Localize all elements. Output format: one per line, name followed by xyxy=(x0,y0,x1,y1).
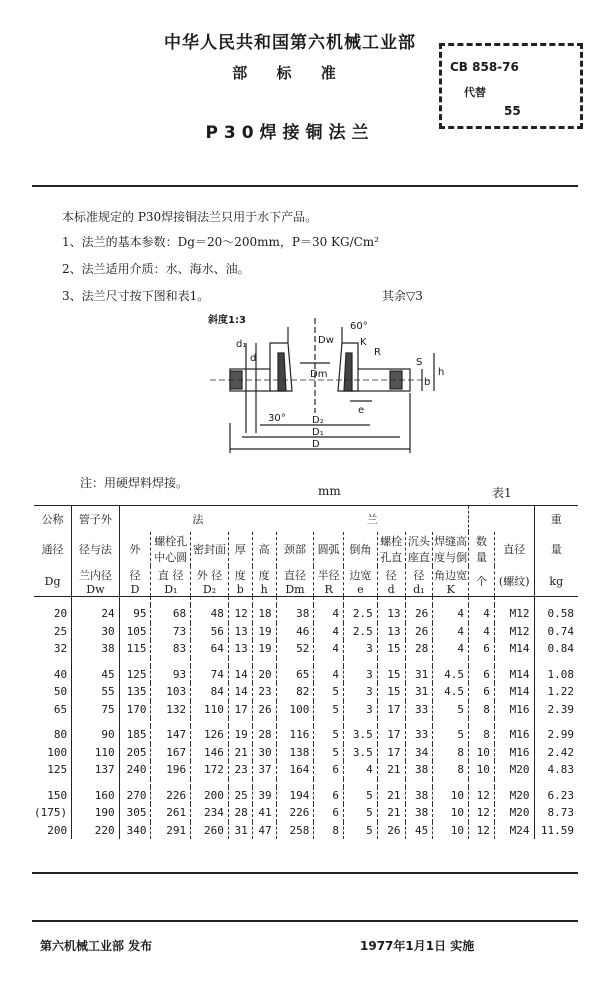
table-cell: 90 xyxy=(72,726,120,744)
dim-h-label: h xyxy=(438,367,445,378)
table-cell: 5 xyxy=(314,701,344,719)
table-cell: 3 xyxy=(343,683,377,701)
table-cell: 5 xyxy=(343,822,377,840)
table-cell: 21 xyxy=(377,761,405,779)
dim-e-label: e xyxy=(358,405,365,416)
table-cell: 291 xyxy=(151,822,191,840)
dim-d1-outer-label: D₁ xyxy=(312,427,324,438)
table-cell: 31 xyxy=(405,666,433,684)
table-cell: 82 xyxy=(276,683,314,701)
table-cell: 6 xyxy=(314,804,344,822)
table-cell: 146 xyxy=(191,744,229,762)
col-h-a: 高 xyxy=(252,532,276,566)
table-cell: 10 xyxy=(469,761,495,779)
unit-text: mm xyxy=(318,484,341,498)
col-d1-head-a: 沉头 座直 xyxy=(405,532,433,566)
table-cell: 2.99 xyxy=(534,726,578,744)
table-cell: M12 xyxy=(494,605,534,623)
table-cell: 6 xyxy=(469,640,495,658)
table-cell: 11.59 xyxy=(534,822,578,840)
table-cell: 3 xyxy=(343,701,377,719)
col-d2-a: 密封面 xyxy=(191,532,229,566)
standard-number: CB 858-76 xyxy=(450,60,519,74)
header-rule xyxy=(32,185,578,187)
footer-rule xyxy=(32,920,578,922)
table-cell: 39 xyxy=(252,787,276,805)
table-cell: 18 xyxy=(252,605,276,623)
table-cell: 340 xyxy=(119,822,151,840)
table-cell: 125 xyxy=(47,763,68,777)
table-cell: 260 xyxy=(191,822,229,840)
table-cell: 100 xyxy=(47,745,68,759)
table-cell: 2.39 xyxy=(534,701,578,719)
table-cell: 13 xyxy=(377,623,405,641)
header-flange-2: 兰 xyxy=(276,506,468,533)
col-d-outer-a: 外 xyxy=(119,532,151,566)
table-cell: 38 xyxy=(405,804,433,822)
table-cell: 68 xyxy=(151,605,191,623)
table-cell: 28 xyxy=(405,640,433,658)
col-h-b: 度 h xyxy=(252,566,276,597)
table-cell: 3.5 xyxy=(343,726,377,744)
table-cell: 0.58 xyxy=(534,605,578,623)
dim-d-outer-label: D xyxy=(312,439,320,450)
table-cell: 50 xyxy=(53,685,68,699)
table-cell: 12 xyxy=(469,822,495,840)
dim-dm-label: Dm xyxy=(310,369,328,380)
table-cell: 32 xyxy=(53,642,68,656)
table-cell: 20 xyxy=(252,666,276,684)
table-cell: M14 xyxy=(494,640,534,658)
table-cell: 5 xyxy=(314,726,344,744)
col-dm-a: 颈部 xyxy=(276,532,314,566)
header-weight-3: kg xyxy=(534,566,578,597)
standard-number-box xyxy=(439,43,583,129)
table-cell: 64 xyxy=(191,640,229,658)
table-cell: 13 xyxy=(377,605,405,623)
table-cell: 33 xyxy=(405,701,433,719)
header-weight-2: 量 xyxy=(534,532,578,566)
col-thread-a: 直径 xyxy=(494,532,534,566)
table-cell: M20 xyxy=(494,787,534,805)
note-text: 注：用硬焊料焊接。 xyxy=(80,476,189,490)
roughness-note: 其余▽3 xyxy=(382,289,423,303)
table-cell: 8 xyxy=(469,701,495,719)
col-k-a: 焊缝高 度与倒 xyxy=(433,532,469,566)
table-cell: 23 xyxy=(252,683,276,701)
item-3: 3、法兰尺寸按下图和表1。 xyxy=(62,289,210,303)
table-cell: 56 xyxy=(191,623,229,641)
table-cell: 4 xyxy=(314,640,344,658)
col-r-b: 半径 R xyxy=(314,566,344,597)
table-cell: 0.84 xyxy=(534,640,578,658)
header-pipe-2: 径与法 xyxy=(72,532,120,566)
table-cell: 15 xyxy=(377,683,405,701)
table-cell: 31 xyxy=(405,683,433,701)
table-row xyxy=(34,744,578,762)
header-nominal-2: 通径 xyxy=(41,543,64,556)
dim-k-label: K xyxy=(360,337,367,348)
flange-diagram xyxy=(200,313,480,463)
table-cell: 21 xyxy=(228,744,252,762)
col-qty-b: 个 xyxy=(469,566,495,597)
table-cell: 4 xyxy=(314,605,344,623)
table-cell: 73 xyxy=(151,623,191,641)
table-cell: 4 xyxy=(469,623,495,641)
col-b-a: 厚 xyxy=(228,532,252,566)
table-cell: 33 xyxy=(405,726,433,744)
dim-r-label: R xyxy=(374,347,381,358)
table-cell: 5 xyxy=(433,726,469,744)
col-dm-b: 直径 Dm xyxy=(276,566,314,597)
col-b-b: 度 b xyxy=(228,566,252,597)
table-cell: 38 xyxy=(405,787,433,805)
table-cell: 150 xyxy=(47,788,68,802)
table-cell: 4.83 xyxy=(534,761,578,779)
table-cell: 135 xyxy=(119,683,151,701)
replaces-label: 代替 xyxy=(464,86,486,99)
table-cell: 21 xyxy=(377,804,405,822)
table-cell: 167 xyxy=(151,744,191,762)
table-cell: 80 xyxy=(53,728,68,742)
table-cell: 164 xyxy=(276,761,314,779)
table-cell: 10 xyxy=(469,744,495,762)
table-cell: 185 xyxy=(119,726,151,744)
col-d-outer-b: 径 D xyxy=(119,566,151,597)
table-cell: 65 xyxy=(53,702,68,716)
table-cell: 10 xyxy=(433,804,469,822)
table-cell: 226 xyxy=(276,804,314,822)
table-cell: 6 xyxy=(469,666,495,684)
table-cell: 8.73 xyxy=(534,804,578,822)
col-d1-head-b: 径 d₁ xyxy=(405,566,433,597)
dim-s-label: S xyxy=(416,357,423,368)
table-cell: 84 xyxy=(191,683,229,701)
col-d2-b: 外 径 D₂ xyxy=(191,566,229,597)
table-cell: 4 xyxy=(469,605,495,623)
footer-publisher: 第六机械工业部 发布 xyxy=(40,939,153,953)
table-cell: 17 xyxy=(228,701,252,719)
table-cell: 19 xyxy=(252,640,276,658)
table-cell: 95 xyxy=(119,605,151,623)
table-cell: M14 xyxy=(494,666,534,684)
table-cell: (175) xyxy=(34,806,68,820)
angle-bottom-label: 30° xyxy=(268,413,286,424)
table-cell: 138 xyxy=(276,744,314,762)
table-bottom-rule xyxy=(32,872,578,874)
table-label: 表1 xyxy=(492,486,512,500)
table-cell: 2.42 xyxy=(534,744,578,762)
table-cell: 38 xyxy=(276,605,314,623)
dim-dw-label: Dw xyxy=(318,335,334,346)
table-cell: 5 xyxy=(343,804,377,822)
table-cell: 6 xyxy=(469,683,495,701)
table-cell: 15 xyxy=(377,640,405,658)
table-cell: 17 xyxy=(377,744,405,762)
table-cell: 196 xyxy=(151,761,191,779)
table-cell: 25 xyxy=(228,787,252,805)
table-cell: 28 xyxy=(228,804,252,822)
table-cell: 12 xyxy=(469,787,495,805)
table-cell: 45 xyxy=(405,822,433,840)
table-cell: 5 xyxy=(433,701,469,719)
table-cell: 3.5 xyxy=(343,744,377,762)
table-cell: 170 xyxy=(119,701,151,719)
table-cell: 37 xyxy=(252,761,276,779)
table-cell: 3 xyxy=(343,640,377,658)
table-cell: 52 xyxy=(276,640,314,658)
item-1: 1、法兰的基本参数：Dg＝20～200mm，P＝30 KG/Cm² xyxy=(62,235,379,249)
table-cell: 75 xyxy=(72,701,120,719)
table-cell: 2.5 xyxy=(343,623,377,641)
table-cell: 132 xyxy=(151,701,191,719)
table-cell: 190 xyxy=(72,804,120,822)
table-cell: 26 xyxy=(252,701,276,719)
col-thread-b: (螺纹) xyxy=(494,566,534,597)
table-row xyxy=(34,640,578,658)
table-row xyxy=(34,726,578,744)
table-cell: M20 xyxy=(494,804,534,822)
col-d1-b: 直 径 D₁ xyxy=(151,566,191,597)
table-cell: 200 xyxy=(47,823,68,837)
table-cell: 147 xyxy=(151,726,191,744)
table-cell: 100 xyxy=(276,701,314,719)
table-cell: 258 xyxy=(276,822,314,840)
table-cell: 160 xyxy=(72,787,120,805)
table-cell: 6 xyxy=(314,787,344,805)
table-cell: 20 xyxy=(53,607,68,621)
table-cell: 13 xyxy=(228,640,252,658)
table-cell: 8 xyxy=(469,726,495,744)
table-cell: 261 xyxy=(151,804,191,822)
table-cell: 45 xyxy=(72,666,120,684)
table-cell: 220 xyxy=(72,822,120,840)
table-cell: 55 xyxy=(72,683,120,701)
table-cell: 4 xyxy=(433,640,469,658)
col-e-a: 倒角 xyxy=(343,532,377,566)
table-cell: 12 xyxy=(228,605,252,623)
table-cell: 24 xyxy=(72,605,120,623)
table-cell: 115 xyxy=(119,640,151,658)
table-cell: 105 xyxy=(119,623,151,641)
intro-text: 本标准规定的 P30焊接铜法兰只用于水下产品。 xyxy=(62,210,318,224)
table-cell: 13 xyxy=(228,623,252,641)
table-cell: 4 xyxy=(433,605,469,623)
table-cell: 14 xyxy=(228,666,252,684)
table-cell: 17 xyxy=(377,726,405,744)
table-cell: M24 xyxy=(494,822,534,840)
table-cell: 28 xyxy=(252,726,276,744)
table-cell: 83 xyxy=(151,640,191,658)
table-cell: 116 xyxy=(276,726,314,744)
table-cell: 205 xyxy=(119,744,151,762)
table-cell: 226 xyxy=(151,787,191,805)
standard-category: 部 标 准 xyxy=(232,64,348,82)
table-row xyxy=(34,605,578,623)
header-pipe-3: 兰内径 Dw xyxy=(72,566,120,597)
document-title: P30焊接铜法兰 xyxy=(205,123,375,143)
dim-d1-label: d₁ xyxy=(236,339,247,350)
table-cell: 93 xyxy=(151,666,191,684)
table-cell: M16 xyxy=(494,701,534,719)
header-nominal-3: Dg xyxy=(44,574,61,588)
replaces-number: 55 xyxy=(504,104,521,118)
table-cell: 4 xyxy=(433,623,469,641)
table-cell: 38 xyxy=(405,761,433,779)
table-cell: 8 xyxy=(433,761,469,779)
table-cell: 4 xyxy=(314,623,344,641)
footer-date: 1977年1月1日 实施 xyxy=(360,939,475,953)
item-2: 2、法兰适用介质：水、海水、油。 xyxy=(62,262,250,276)
col-d-b: 径 d xyxy=(377,566,405,597)
table-cell: 40 xyxy=(53,667,68,681)
col-r-a: 圆弧 xyxy=(314,532,344,566)
table-cell: 4.5 xyxy=(433,666,469,684)
table-cell: 74 xyxy=(191,666,229,684)
table-cell: 26 xyxy=(377,822,405,840)
table-row xyxy=(34,683,578,701)
table-cell: 2.5 xyxy=(343,605,377,623)
table-cell: 30 xyxy=(252,744,276,762)
table-row xyxy=(34,666,578,684)
table-body xyxy=(34,597,578,840)
col-d1-a: 螺栓孔 中心圆 xyxy=(151,532,191,566)
header-nominal-1: 公称 xyxy=(34,506,72,533)
table-cell: 65 xyxy=(276,666,314,684)
table-cell: 15 xyxy=(377,666,405,684)
table-cell: 21 xyxy=(377,787,405,805)
table-cell: 110 xyxy=(191,701,229,719)
table-cell: 103 xyxy=(151,683,191,701)
table-cell: 41 xyxy=(252,804,276,822)
table-cell: 5 xyxy=(314,744,344,762)
dim-b-label: b xyxy=(424,377,431,388)
table-cell: 270 xyxy=(119,787,151,805)
table-cell: 4.5 xyxy=(433,683,469,701)
table-cell: 194 xyxy=(276,787,314,805)
header-flange: 法 xyxy=(119,506,276,533)
table-cell: 137 xyxy=(72,761,120,779)
table-cell: 125 xyxy=(119,666,151,684)
table-cell: 110 xyxy=(72,744,120,762)
table-cell: 4 xyxy=(343,761,377,779)
table-cell: 31 xyxy=(228,822,252,840)
table-cell: M16 xyxy=(494,744,534,762)
table-cell: 305 xyxy=(119,804,151,822)
table-cell: 47 xyxy=(252,822,276,840)
table-cell: M12 xyxy=(494,623,534,641)
table-cell: 46 xyxy=(276,623,314,641)
table-cell: 234 xyxy=(191,804,229,822)
table-cell: 200 xyxy=(191,787,229,805)
table-cell: 14 xyxy=(228,683,252,701)
taper-label: 斜度1:3 xyxy=(208,315,246,326)
table-row xyxy=(34,787,578,805)
table-cell: 26 xyxy=(405,605,433,623)
table-row xyxy=(34,804,578,822)
header-pipe-1: 管子外 xyxy=(72,506,120,533)
table-cell: 6.23 xyxy=(534,787,578,805)
table-cell: 30 xyxy=(72,623,120,641)
table-cell: 1.08 xyxy=(534,666,578,684)
table-row xyxy=(34,623,578,641)
header-weight-1: 重 xyxy=(534,506,578,533)
table-cell: 6 xyxy=(314,761,344,779)
table-cell: 10 xyxy=(433,787,469,805)
table-cell: 25 xyxy=(53,624,68,638)
table-cell: 3 xyxy=(343,666,377,684)
table-cell: 23 xyxy=(228,761,252,779)
ministry-title: 中华人民共和国第六机械工业部 xyxy=(164,33,416,53)
table-row xyxy=(34,761,578,779)
angle-top-label: 60° xyxy=(350,321,368,332)
table-cell: 17 xyxy=(377,701,405,719)
table-cell: 19 xyxy=(252,623,276,641)
table-cell: 126 xyxy=(191,726,229,744)
col-qty-a: 数 量 xyxy=(469,532,495,566)
col-d-a: 螺栓 孔直 xyxy=(377,532,405,566)
flange-dimensions-table xyxy=(34,505,578,839)
col-k-b: 角边宽 K xyxy=(433,566,469,597)
table-cell: 5 xyxy=(314,683,344,701)
table-cell: 12 xyxy=(469,804,495,822)
table-cell: 8 xyxy=(314,822,344,840)
table-cell: 8 xyxy=(433,744,469,762)
table-cell: 26 xyxy=(405,623,433,641)
dim-d2-label: D₂ xyxy=(312,415,324,426)
col-e-b: 边宽 e xyxy=(343,566,377,597)
table-cell: 34 xyxy=(405,744,433,762)
table-cell: 10 xyxy=(433,822,469,840)
table-cell: 240 xyxy=(119,761,151,779)
table-cell: M20 xyxy=(494,761,534,779)
dim-d-label: d xyxy=(250,353,257,364)
table-cell: M14 xyxy=(494,683,534,701)
table-cell: 48 xyxy=(191,605,229,623)
table-cell: 19 xyxy=(228,726,252,744)
table-cell: 1.22 xyxy=(534,683,578,701)
table-row xyxy=(34,822,578,840)
table-cell: 0.74 xyxy=(534,623,578,641)
table-cell: 5 xyxy=(343,787,377,805)
table-cell: 38 xyxy=(72,640,120,658)
table-cell: M16 xyxy=(494,726,534,744)
table-row xyxy=(34,701,578,719)
table-cell: 4 xyxy=(314,666,344,684)
table-cell: 172 xyxy=(191,761,229,779)
